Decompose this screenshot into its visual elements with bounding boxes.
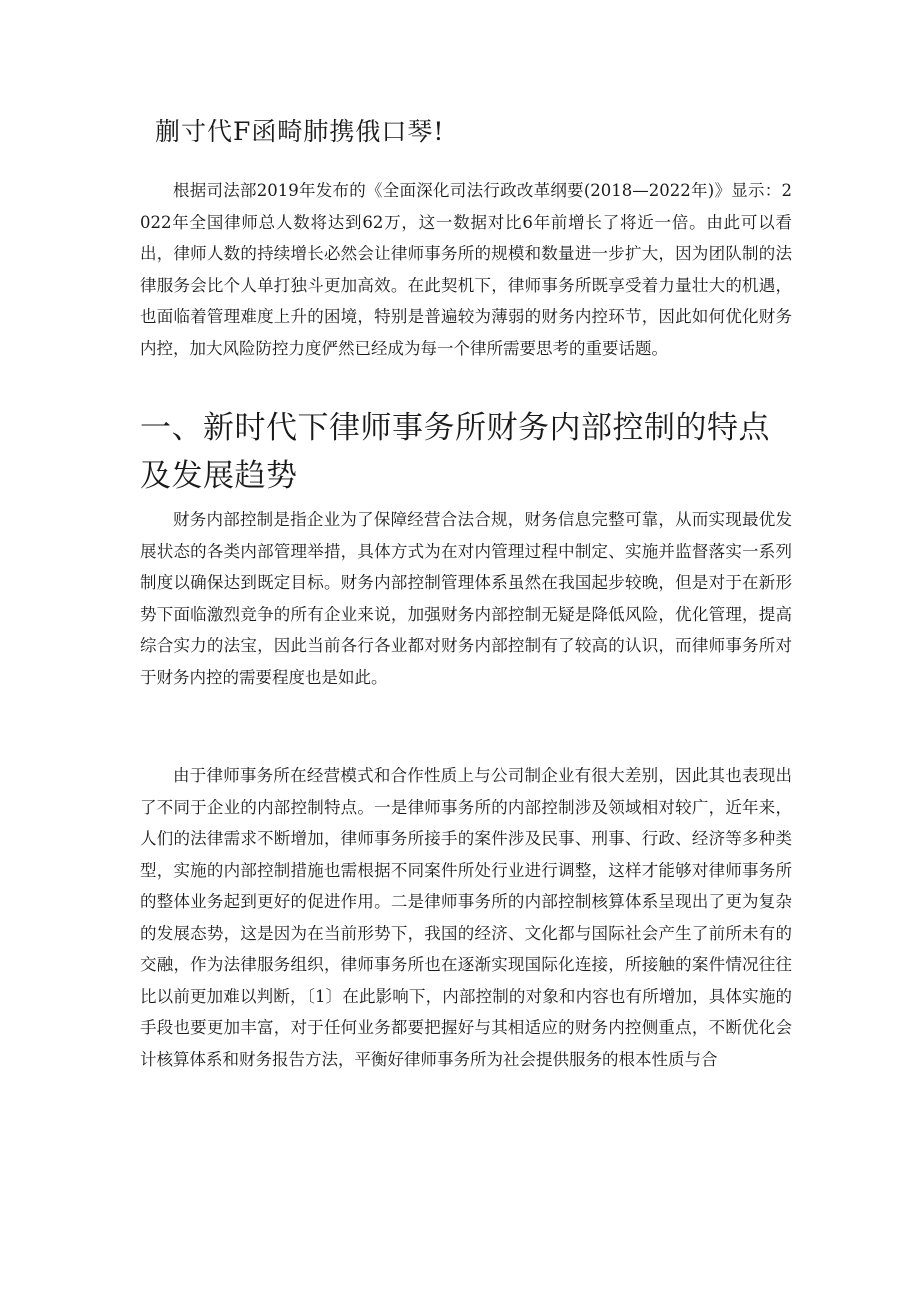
paragraph-definition: 财务内部控制是指企业为了保障经营合法合规，财务信息完整可靠，从而实现最优发展状态的各类内部管理举措，具体方式为在对内管理过程中制定、实施并监督落实一系列制度以确保达到既定目标。财务内部控制管理体系虽然在我国起步较晚，但是对于在新形势下面临激烈竞争的所有企业来说，加强财务内部控制无疑是降低风险，优化管理，提高综合实力的法宝，因此当前各行各业都对财务内部控制有了较高的认识，而律师事务所对于财务内控的需要程度也是如此。: [140, 510, 792, 687]
paragraph-characteristics: 由于律师事务所在经营模式和合作性质上与公司制企业有很大差别，因此其也表现出了不同于企业的内部控制特点。一是律师事务所的内部控制涉及领域相对较广，近年来，人们的法律需求不断增加，律师事务所接手的案件涉及民事、刑事、行政、经济等多种类型，实施的内部控制措施也需根据不同案件所处行业进行调整，这样才能够对律师事务所的整体业务起到更好的促进作用。二是律师事务所的内部控制核算体系呈现出了更为复杂的发展态势，这是因为在当前形势下，我国的经济、文化都与国际社会产生了前所未有的交融，作为法律服务组织，律师事务所也在逐渐实现国际化连接，所接触的案件情况往往比以前更加难以判断，〔1〕在此影响下，内部控制的对象和内容也有所增加，具体实施的手段也要更加丰富，对于任何业务都要把握好与其相适应的财务内控侧重点，不断优化会计核算体系和财务报告方法，平衡好律师事务所为社会提供服务的根本性质与合: [140, 766, 792, 1069]
section-heading: 一、新时代下律师事务所财务内部控制的特点及发展趋势: [140, 410, 770, 494]
paragraph-intro: 根据司法部2019年发布的《全面深化司法行政改革纲要(2018—2022年)》显示：2022年全国律师总人数将达到62万，这一数据对比6年前增长了将近一倍。由此可以看出，律师人数的持续增长必然会让律师事务所的规模和数量进一步扩大，因为团队制的法律服务会比个人单打独斗更加高效。在此契机下，律师事务所既享受着力量壮大的机遇，也面临着管理难度上升的困境，特别是普遍较为薄弱的财务内控环节，因此如何优化财务内控，加大风险防控力度俨然已经成为每一个律所需要思考的重要话题。: [140, 181, 792, 358]
document-title: 蒯寸代F函畸肺携俄口琴!: [155, 117, 445, 146]
